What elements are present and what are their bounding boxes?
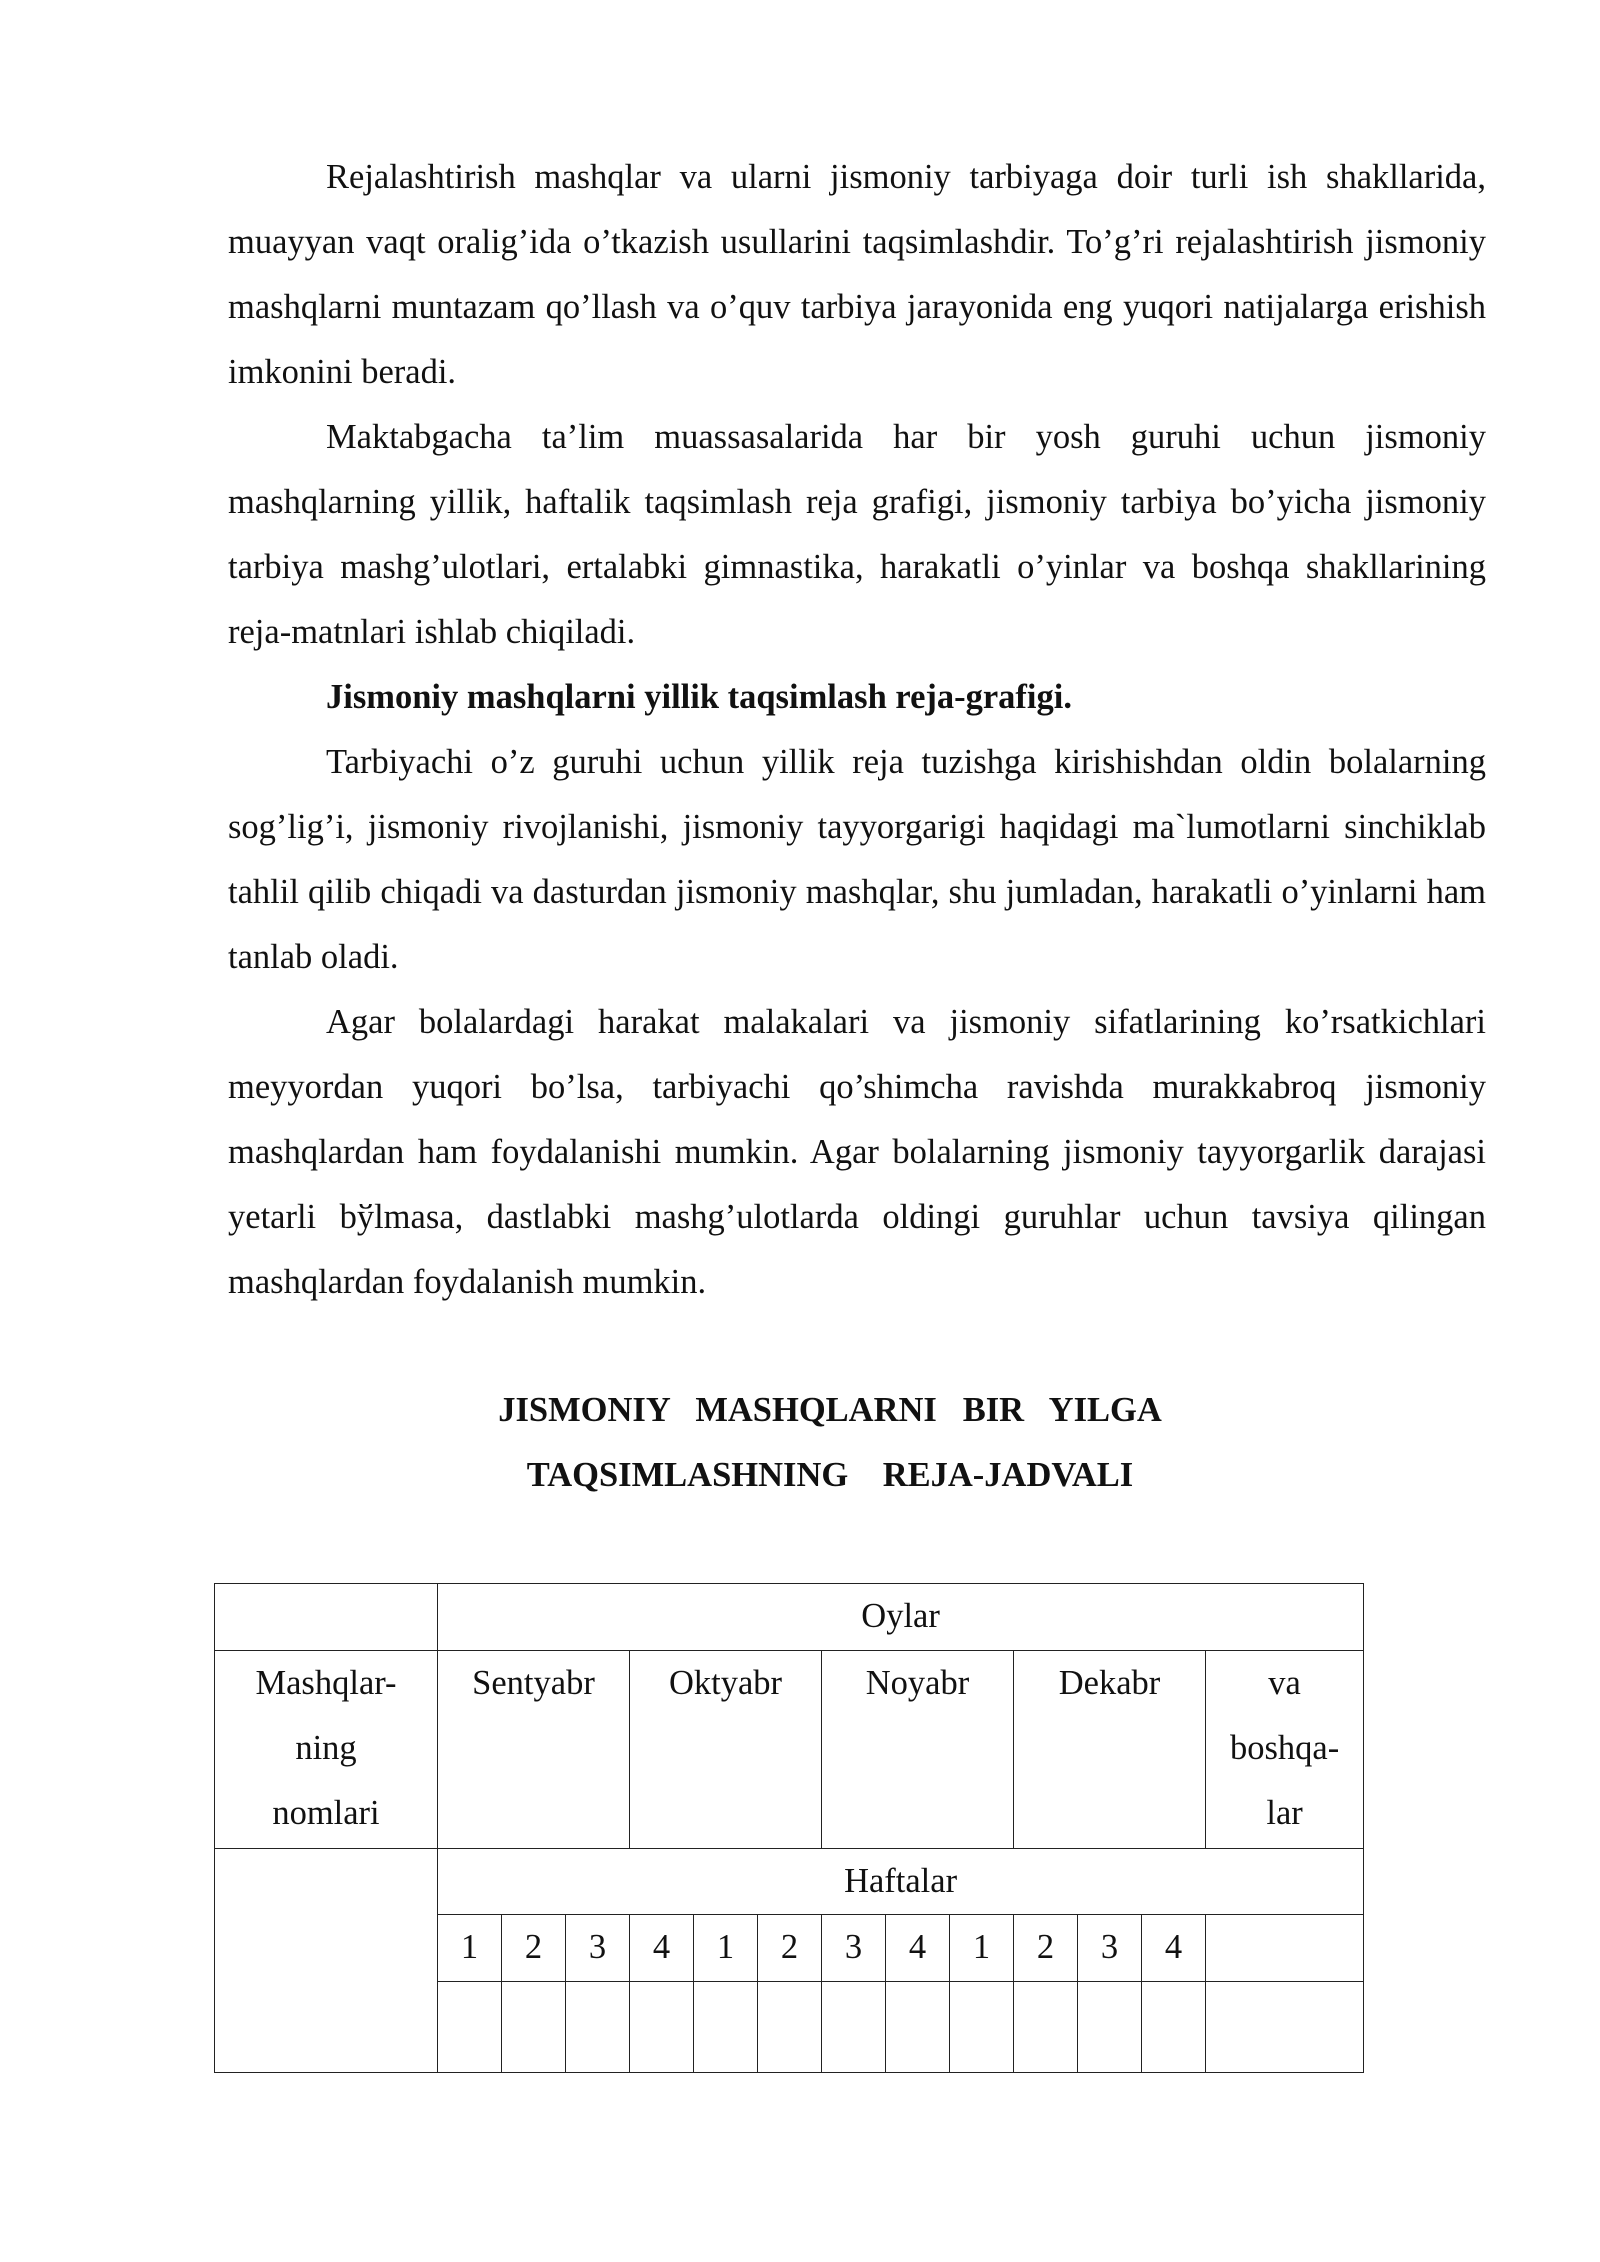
- table-title-line: JISMONIY MASHQLARNI BIR YILGA: [498, 1391, 1162, 1429]
- paragraph: Tarbiyachi o’z guruhi uchun yillik reja tuzishga kirishishdan oldin bolalarning sog’lig’i, jismoniy rivojlanishi, jismoniy tayyorgarigi haqidagi ma`lumotlarni sinchiklab tahlil qilib chiqadi va dasturdan jismoniy mashqlar, shu jumladan, harakatli o’yinlarni ham tanlab oladi.: [228, 743, 1486, 976]
- table-row: [215, 1584, 1364, 1651]
- table-cell-empty: [215, 1584, 438, 1651]
- table-title-line: TAQSIMLASHNING REJA-JADVALI: [526, 1456, 1134, 1494]
- week-number-cell: 1: [438, 1915, 502, 1982]
- table-cell-empty: [886, 1982, 950, 2073]
- table-cell-empty: [694, 1982, 758, 2073]
- week-number-cell: 3: [566, 1915, 630, 1982]
- month-cell-oktyabr: Oktyabr: [630, 1650, 822, 1848]
- weeks-header-cell: Haftalar: [438, 1848, 1364, 1915]
- table-cell-empty: [1142, 1982, 1206, 2073]
- month-cell-dekabr: Dekabr: [1014, 1650, 1206, 1848]
- table-cell-empty: [822, 1982, 886, 2073]
- table-cell-empty: [438, 1982, 502, 2073]
- others-line: boshqa-: [1229, 1728, 1340, 1767]
- week-number-cell: 1: [694, 1915, 758, 1982]
- table-cell-empty: [1078, 1982, 1142, 2073]
- month-cell-noyabr: Noyabr: [822, 1650, 1014, 1848]
- table-cell-empty: [566, 1982, 630, 2073]
- table-cell-empty: [502, 1982, 566, 2073]
- week-number-cell: 2: [758, 1915, 822, 1982]
- row-header-line: Mashqlar-: [255, 1663, 397, 1702]
- table-cell-empty: [215, 1848, 438, 2072]
- body-text: [228, 145, 1486, 1315]
- table-row: [215, 1650, 1364, 1848]
- week-number-cell: 2: [1014, 1915, 1078, 1982]
- plan-table: [214, 1583, 1364, 2073]
- table-title: [420, 1378, 1240, 1508]
- table-cell-empty: [1206, 1982, 1364, 2073]
- week-number-cell: 2: [502, 1915, 566, 1982]
- row-header-line: nomlari: [272, 1793, 380, 1832]
- months-header-cell: Oylar: [438, 1584, 1364, 1651]
- week-number-cell: 4: [886, 1915, 950, 1982]
- table-cell-empty: [1014, 1982, 1078, 2073]
- month-cell-sentyabr: Sentyabr: [438, 1650, 630, 1848]
- others-cell: [1206, 1650, 1364, 1848]
- table-row: [215, 1848, 1364, 1915]
- week-number-cell: 3: [822, 1915, 886, 1982]
- week-number-cell: 4: [630, 1915, 694, 1982]
- table-cell-empty: [950, 1982, 1014, 2073]
- week-number-cell: 4: [1142, 1915, 1206, 1982]
- others-line: lar: [1266, 1793, 1303, 1832]
- section-heading: Jismoniy mashqlarni yillik taqsimlash reja-grafigi.: [326, 678, 1072, 716]
- paragraph: Maktabgacha ta’lim muassasalarida har bir yosh guruhi uchun jismoniy mashqlarning yillik, haftalik taqsimlash reja grafigi, jismoniy tarbiya bo’yicha jismoniy tarbiya mashg’ulotlari, ertalabki gimnastika, harakatli o’yinlar va boshqa shakllarining reja-matnlari ishlab chiqiladi.: [228, 418, 1486, 651]
- table-cell-empty: [1206, 1915, 1364, 1982]
- table-cell-empty: [630, 1982, 694, 2073]
- paragraph: Agar bolalardagi harakat malakalari va jismoniy sifatlarining ko’rsatkichlari meyyordan yuqori bo’lsa, tarbiyachi qo’shimcha ravishda murakkabroq jismoniy mashqlardan ham foydalanishi mumkin. Agar bolalarning jismoniy tayyorgarlik darajasi yetarli bўlmasa, dastlabki mashg’ulotlarda oldingi guruhlar uchun tavsiya qilingan mashqlardan foydalanish mumkin.: [228, 1003, 1486, 1301]
- table-cell-empty: [758, 1982, 822, 2073]
- row-header-cell: [215, 1650, 438, 1848]
- row-header-line: ning: [295, 1728, 357, 1767]
- paragraph: Rejalashtirish mashqlar va ularni jismoniy tarbiyaga doir turli ish shakllarida, muayyan vaqt oralig’ida o’tkazish usullarini taqsimlashdir. To’g’ri rejalashtirish jismoniy mashqlarni muntazam qo’llash va o’quv tarbiya jarayonida eng yuqori natijalarga erishish imkonini beradi.: [228, 158, 1486, 391]
- week-number-cell: 1: [950, 1915, 1014, 1982]
- others-line: va: [1268, 1663, 1301, 1702]
- week-number-cell: 3: [1078, 1915, 1142, 1982]
